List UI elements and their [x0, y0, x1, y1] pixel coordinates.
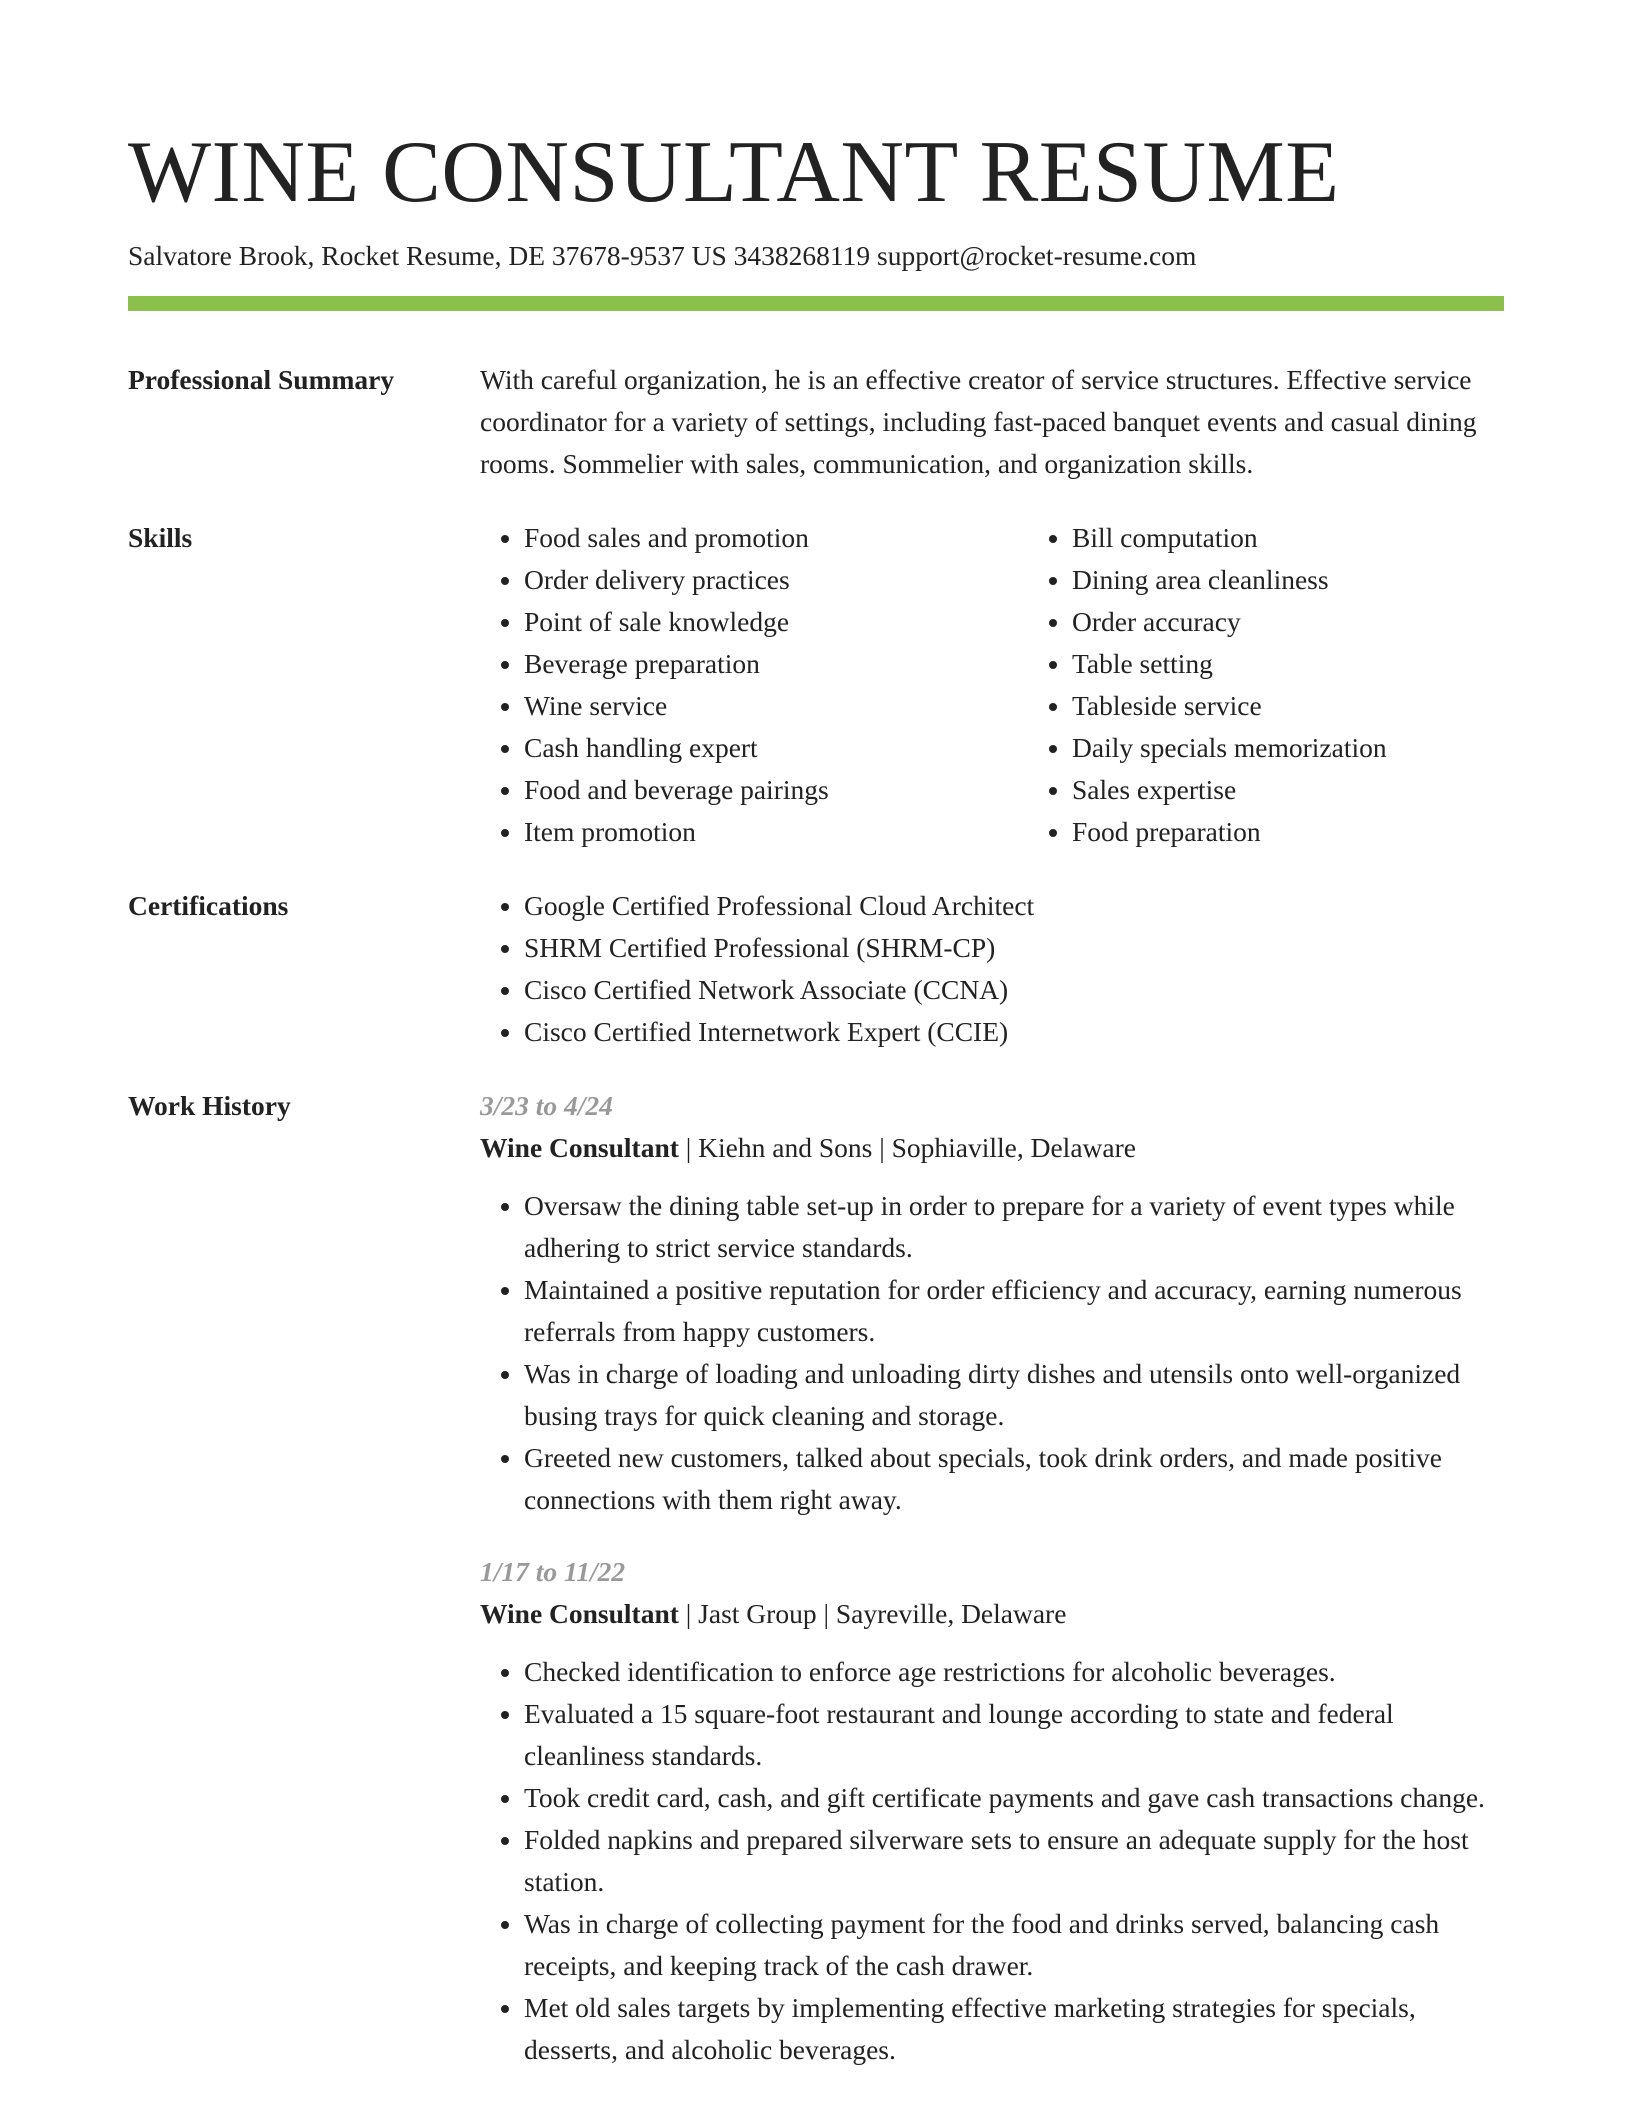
job-duty: • Checked identification to enforce age restrictions for alcoholic beverages. [524, 1651, 1504, 1693]
skills-columns [480, 517, 1576, 853]
certification-item: • Google Certified Professional Cloud Architect [524, 885, 1504, 927]
skill-item: • Cash handling expert [524, 727, 1028, 769]
job-duty: • Maintained a positive reputation for order efficiency and accuracy, earning numerous referrals from happy customers. [524, 1269, 1504, 1353]
job-heading [480, 1127, 1504, 1169]
skill-item: • Beverage preparation [524, 643, 1028, 685]
certification-item: • SHRM Certified Professional (SHRM-CP) [524, 927, 1504, 969]
job-title: Wine Consultant [480, 1598, 679, 1629]
job-details: | Kiehn and Sons | Sophiaville, Delaware [678, 1132, 1136, 1163]
resume-page [128, 118, 1504, 2071]
skill-item: • Bill computation [1072, 517, 1576, 559]
job-duty: • Folded napkins and prepared silverware sets to ensure an adequate supply for the host station. [524, 1819, 1504, 1903]
job-heading [480, 1593, 1504, 1635]
summary-heading: Professional Summary [128, 364, 395, 395]
certifications-heading: Certifications [128, 890, 289, 921]
certification-item: • Cisco Certified Internetwork Expert (CCIE) [524, 1011, 1504, 1053]
skill-item: • Table setting [1072, 643, 1576, 685]
summary-text: With careful organization, he is an effective creator of service structures. Effective service coordinator for a variety of settings, including fast-paced banquet events and casual dining rooms. Sommelier with sales, communication, and organization skills. [480, 364, 1477, 479]
skill-item: • Sales expertise [1072, 769, 1576, 811]
skills-section [128, 517, 1504, 853]
job-duty: • Greeted new customers, talked about specials, took drink orders, and made positive connections with them right away. [524, 1437, 1504, 1521]
skill-item: • Food and beverage pairings [524, 769, 1028, 811]
contact-line: Salvatore Brook, Rocket Resume, DE 37678-9537 US 3438268119 support@rocket-resume.com [128, 240, 1197, 271]
certifications-list [480, 885, 1504, 1053]
job-duties-list [480, 1651, 1504, 2071]
job-duty: • Took credit card, cash, and gift certificate payments and gave cash transactions change. [524, 1777, 1504, 1819]
skill-item: • Food preparation [1072, 811, 1576, 853]
certifications-section [128, 885, 1504, 1053]
skill-item: • Tableside service [1072, 685, 1576, 727]
skill-item: • Dining area cleanliness [1072, 559, 1576, 601]
job-dates: 1/17 to 11/22 [480, 1556, 626, 1587]
skill-item: • Order delivery practices [524, 559, 1028, 601]
skills-heading: Skills [128, 522, 193, 553]
work-history-body [480, 1085, 1504, 2071]
skills-right-list [1028, 517, 1576, 853]
job-duty: • Was in charge of collecting payment for the food and drinks served, balancing cash receipts, and keeping track of the cash drawer. [524, 1903, 1504, 1987]
job-title: Wine Consultant [480, 1132, 679, 1163]
work-history-heading: Work History [128, 1090, 291, 1121]
summary-section [128, 359, 1504, 485]
skill-item: • Wine service [524, 685, 1028, 727]
job-duties-list [480, 1185, 1504, 1521]
resume-title: WINE CONSULTANT RESUME [128, 124, 1340, 221]
skill-item: • Daily specials memorization [1072, 727, 1576, 769]
job-duty: • Oversaw the dining table set-up in order to prepare for a variety of event types while adhering to strict service standards. [524, 1185, 1504, 1269]
skill-item: • Item promotion [524, 811, 1028, 853]
job-dates: 3/23 to 4/24 [480, 1090, 613, 1121]
job-duty: • Evaluated a 15 square-foot restaurant and lounge according to state and federal cleanliness standards. [524, 1693, 1504, 1777]
skill-item: • Food sales and promotion [524, 517, 1028, 559]
certifications-body [480, 885, 1504, 1053]
accent-divider [128, 296, 1504, 311]
job-details: | Jast Group | Sayreville, Delaware [678, 1598, 1067, 1629]
certification-item: • Cisco Certified Network Associate (CCNA) [524, 969, 1504, 1011]
skill-item: • Point of sale knowledge [524, 601, 1028, 643]
work-history-section [128, 1085, 1504, 2071]
skills-left-list [480, 517, 1028, 853]
job-duty: • Was in charge of loading and unloading dirty dishes and utensils onto well-organized busing trays for quick cleaning and storage. [524, 1353, 1504, 1437]
job-duty: • Met old sales targets by implementing effective marketing strategies for specials, desserts, and alcoholic beverages. [524, 1987, 1504, 2071]
skill-item: • Order accuracy [1072, 601, 1576, 643]
